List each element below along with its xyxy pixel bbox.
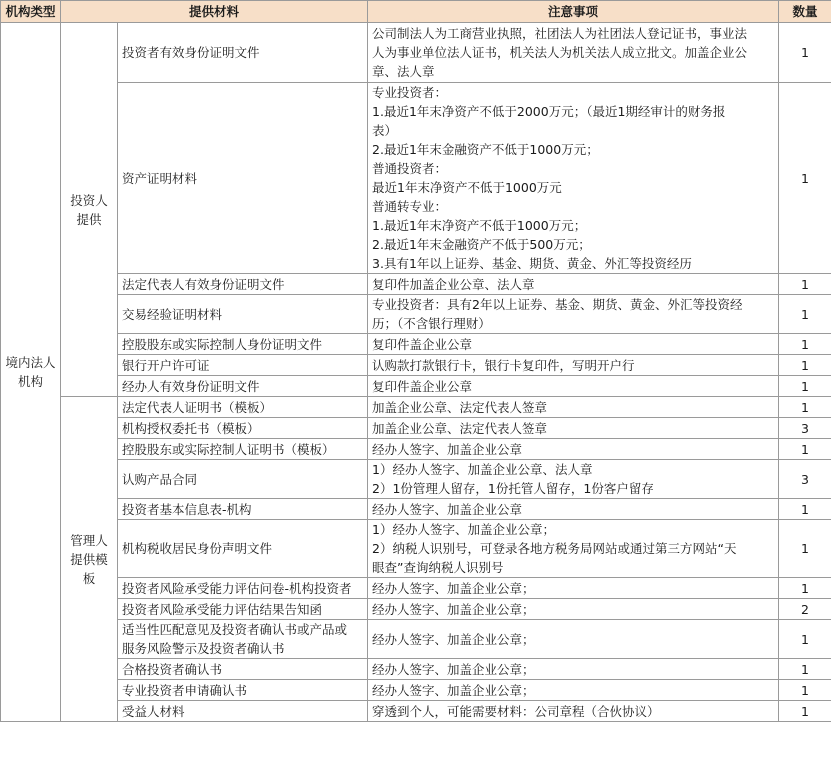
table-row: [1, 355, 831, 376]
table-row: [1, 83, 831, 274]
table-header-row: [1, 1, 831, 23]
notes-line: 穿透到个人，可能需要材料：公司章程（合伙协议）: [372, 703, 660, 719]
table-row: [1, 274, 831, 295]
notes-line: 经办人签字、加盖企业公章；: [372, 682, 535, 698]
notes-cell: [368, 620, 779, 659]
header-institution-type: 机构类型: [1, 1, 61, 23]
quantity-cell: 1: [779, 397, 831, 418]
provider-cell: 管理人提供模板: [61, 397, 118, 722]
notes-line: 经办人签字、加盖企业公章；: [372, 580, 535, 596]
notes-cell: [368, 659, 779, 680]
notes-line: 1.最近1年末净资产不低于2000万元；（最近1期经审计的财务报: [372, 104, 726, 119]
notes-cell: [368, 274, 779, 295]
notes-line: 2.最近1年末金融资产不低于500万元；: [372, 237, 591, 252]
material-cell: 专业投资者申请确认书: [118, 680, 368, 701]
material-cell: 投资者风险承受能力评估结果告知函: [118, 599, 368, 620]
notes-line: 人为事业单位法人证书，机关法人为机关法人成立批文。加盖企业公: [372, 45, 748, 60]
institution-type-cell: 境内法人机构: [1, 23, 61, 722]
quantity-cell: 3: [779, 460, 831, 499]
notes-line: 眼查”查询纳税人识别号: [372, 560, 504, 575]
table-row: [1, 23, 831, 83]
quantity-cell: 1: [779, 620, 831, 659]
notes-line: 2）1份管理人留存，1份托管人留存，1份客户留存: [372, 481, 654, 496]
notes-line: 普通投资者：: [372, 161, 448, 176]
material-cell: 交易经验证明材料: [118, 295, 368, 334]
material-cell: 控股股东或实际控制人身份证明文件: [118, 334, 368, 355]
notes-line: 经办人签字、加盖企业公章: [372, 501, 523, 517]
table-row: [1, 499, 831, 520]
material-cell: 合格投资者确认书: [118, 659, 368, 680]
header-materials: 提供材料: [61, 1, 368, 23]
notes-line: 3.具有1年以上证券、基金、期货、黄金、外汇等投资经历: [372, 256, 692, 271]
table-row: [1, 659, 831, 680]
quantity-cell: 1: [779, 355, 831, 376]
quantity-cell: 1: [779, 578, 831, 599]
table-row: [1, 460, 831, 499]
material-line: 服务风险警示及投资者确认书: [122, 641, 285, 656]
notes-cell: [368, 701, 779, 722]
table-row: [1, 520, 831, 578]
notes-line: 2）纳税人识别号，可登录各地方税务局网站或通过第三方网站“天: [372, 541, 737, 556]
provider-cell: 投资人提供: [61, 23, 118, 397]
quantity-cell: 1: [779, 376, 831, 397]
material-cell: 法定代表人有效身份证明文件: [118, 274, 368, 295]
quantity-cell: 2: [779, 599, 831, 620]
notes-line: 专业投资者：具有2年以上证券、基金、期货、黄金、外汇等投资经: [372, 297, 743, 312]
notes-cell: [368, 460, 779, 499]
quantity-cell: 1: [779, 274, 831, 295]
table-row: [1, 397, 831, 418]
table-row: [1, 680, 831, 701]
quantity-cell: 1: [779, 295, 831, 334]
notes-line: 1）经办人签字、加盖企业公章、法人章: [372, 462, 593, 477]
notes-line: 复印件加盖企业公章、法人章: [372, 276, 535, 292]
quantity-cell: 1: [779, 520, 831, 578]
material-cell: 投资者有效身份证明文件: [118, 23, 368, 83]
table-body: [1, 23, 831, 722]
notes-line: 经办人签字、加盖企业公章；: [372, 661, 535, 677]
notes-line: 历；（不含银行理财）: [372, 316, 491, 331]
material-cell: 控股股东或实际控制人证明书（模板）: [118, 439, 368, 460]
notes-cell: [368, 418, 779, 439]
notes-line: 1.最近1年末净资产不低于1000万元；: [372, 218, 587, 233]
notes-line: 复印件盖企业公章: [372, 336, 473, 352]
notes-line: 认购款打款银行卡，银行卡复印件，写明开户行: [372, 357, 635, 373]
material-cell: 法定代表人证明书（模板）: [118, 397, 368, 418]
table-row: [1, 620, 831, 659]
notes-line: 公司制法人为工商营业执照，社团法人为社团法人登记证书，事业法: [372, 26, 748, 41]
notes-line: 加盖企业公章、法定代表人签章: [372, 420, 548, 436]
notes-line: 2.最近1年末金融资产不低于1000万元；: [372, 142, 599, 157]
notes-cell: [368, 355, 779, 376]
quantity-cell: 1: [779, 499, 831, 520]
notes-line: 经办人签字、加盖企业公章: [372, 441, 523, 457]
material-cell: 银行开户许可证: [118, 355, 368, 376]
material-cell: 机构授权委托书（模板）: [118, 418, 368, 439]
material-line: 适当性匹配意见及投资者确认书或产品或: [122, 622, 348, 637]
notes-line: 加盖企业公章、法定代表人签章: [372, 399, 548, 415]
table-row: [1, 578, 831, 599]
notes-line: 经办人签字、加盖企业公章；: [372, 601, 535, 617]
quantity-cell: 1: [779, 701, 831, 722]
table-row: [1, 599, 831, 620]
notes-cell: [368, 376, 779, 397]
table-row: [1, 295, 831, 334]
header-quantity: 数量: [779, 1, 831, 23]
quantity-cell: 1: [779, 83, 831, 274]
table-row: [1, 418, 831, 439]
material-cell: 经办人有效身份证明文件: [118, 376, 368, 397]
material-cell: 认购产品合同: [118, 460, 368, 499]
notes-line: 复印件盖企业公章: [372, 378, 473, 394]
material-cell: [118, 620, 368, 659]
quantity-cell: 1: [779, 334, 831, 355]
table-row: [1, 701, 831, 722]
notes-line: 专业投资者：: [372, 85, 448, 100]
material-cell: 受益人材料: [118, 701, 368, 722]
notes-line: 1）经办人签字、加盖企业公章；: [372, 522, 555, 537]
notes-cell: [368, 520, 779, 578]
material-cell: 资产证明材料: [118, 83, 368, 274]
table-row: [1, 334, 831, 355]
table-row: [1, 439, 831, 460]
notes-line: 最近1年末净资产不低于1000万元: [372, 180, 562, 195]
notes-cell: [368, 680, 779, 701]
notes-cell: [368, 397, 779, 418]
header-notes: 注意事项: [368, 1, 779, 23]
notes-cell: [368, 334, 779, 355]
quantity-cell: 3: [779, 418, 831, 439]
notes-cell: [368, 499, 779, 520]
notes-cell: [368, 599, 779, 620]
notes-line: 经办人签字、加盖企业公章；: [372, 631, 535, 647]
quantity-cell: 1: [779, 23, 831, 83]
notes-cell: [368, 23, 779, 83]
notes-cell: [368, 83, 779, 274]
notes-line: 章、法人章: [372, 64, 435, 79]
notes-cell: [368, 578, 779, 599]
notes-line: 表）: [372, 123, 398, 138]
quantity-cell: 1: [779, 680, 831, 701]
table-row: [1, 376, 831, 397]
material-cell: 投资者基本信息表-机构: [118, 499, 368, 520]
material-cell: 机构税收居民身份声明文件: [118, 520, 368, 578]
material-cell: 投资者风险承受能力评估问卷-机构投资者: [118, 578, 368, 599]
notes-cell: [368, 295, 779, 334]
quantity-cell: 1: [779, 439, 831, 460]
notes-line: 普通转专业：: [372, 199, 448, 214]
notes-cell: [368, 439, 779, 460]
quantity-cell: 1: [779, 659, 831, 680]
